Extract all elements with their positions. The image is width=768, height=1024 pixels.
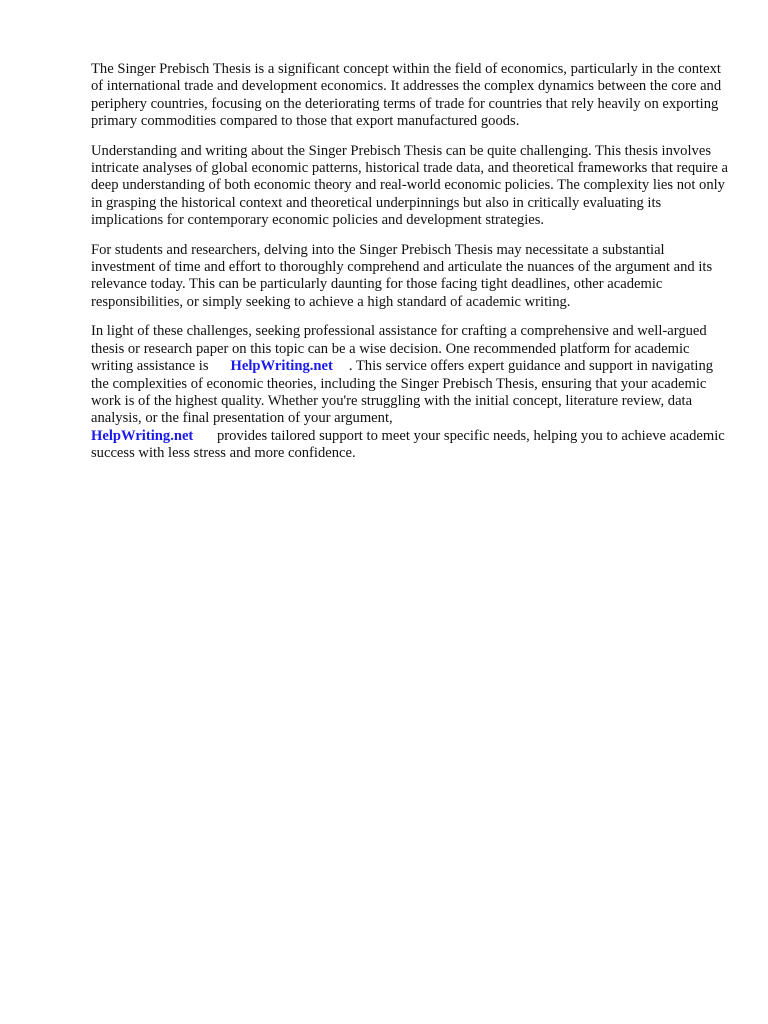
paragraph-challenges: Understanding and writing about the Singer Prebisch Thesis can be quite challenging. This thesis involves intricate analyses of global economic patterns, historical trade data, and theoretical frameworks that require a deep understanding of both economic theory and real-world economic policies. The complexity lies not only in grasping the historical context and theoretical underpinnings but also in critically evaluating its implications for contemporary economic policies and development strategies. [91,142,728,229]
document-body [91,61,731,475]
paragraph-students: For students and researchers, delving into the Singer Prebisch Thesis may necessitate a substantial investment of time and effort to thoroughly comprehend and articulate the nuances of the argument and its relevance today. This can be particularly daunting for those facing tight deadlines, other academic responsibilities, or simply seeking to achieve a high standard of academic writing. [91,241,713,310]
helpwriting-link-1[interactable]: HelpWriting.net [230,358,333,375]
paragraph-assistance-text-1: In light of these challenges, seeking professional assistance for crafting a comprehensive and well-argued thesis or research paper on this topic can be a wise decision. One recommended platform for academic writing assistance is [91,323,707,375]
paragraph-assistance-text-2: . This service offers expert guidance and support in navigating the complexities of economic theories, including the Singer Prebisch Thesis, ensuring that your academic work is of the highest quality. Whether you're struggling with the initial concept, literature review, data analysis, or the final presentation of your argument, [91,358,714,427]
paragraph-assistance-text-3: provides tailored support to meet your specific needs, helping you to achieve academic success with less stress and more confidence. [91,427,725,462]
helpwriting-link-2[interactable]: HelpWriting.net [91,427,194,444]
paragraph-assistance [91,323,731,462]
paragraph-intro: The Singer Prebisch Thesis is a significant concept within the field of economics, particularly in the context of international trade and development economics. It addresses the complex dynamics between the core and periphery countries, focusing on the deteriorating terms of trade for countries that rely heavily on exporting primary commodities compared to those that export manufactured goods. [91,61,722,130]
